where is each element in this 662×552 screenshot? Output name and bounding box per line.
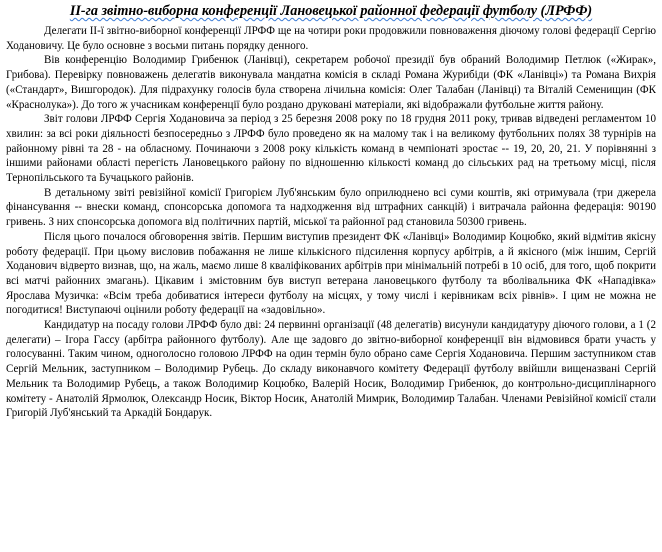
- paragraph-3: Звіт голови ЛРФФ Сергія Ходановича за період з 25 березня 2008 року по 18 грудня 2011 року, тривав відведені регламентом 10 хвилин: за всі роки діяльності безпосередньо з ЛРФФ було проведено як на малому так і на великому футбольних полях 38 турнірів на районному рівні та 28 - на обласному. Починаючи з 2008 року кількість команд в чемпіонаті зростає -- 19, 20, 20, 21. У порівнянні з іншими районами області перегість Лановецького району по відношенню кількості команд до сільських рад на третьому місці, після Тернопільського та Бучацького районів.: [6, 113, 656, 185]
- paragraph-2: Вів конференцію Володимир Грибенюк (Ланівці), секретарем робочої президії був обраний Володимир Петлюк («Жирак», Грибова). Перевірку повноважень делегатів виконувала мандатна комісія в складі Романа Журибіди (ФК «Ланівці») та Романа Вихрія («Стандарт», Вишгородок). Для підрахунку голосів була створена лічильна комісія: Олег Талабан (Ланівці) та Віталій Семенищин (ФК «Краснолука»). До того ж учасникам конференції було роздано друковані матеріали, які відображали футбольне життя району.: [6, 54, 656, 111]
- paragraph-4: В детальному звіті ревізійної комісії Григорієм Луб'янським було оприлюднено всі суми коштів, які отримувала (три джерела фінансування -- внески команд, спонсорська допомога та надходження від штрафних санкцій) і витрачала районна федерація: 90190 гривень. З них спонсорська допомога від політичних партій, міської та районної рад становила 50300 гривень.: [6, 186, 656, 229]
- document-title: [6, 3, 656, 20]
- paragraph-5: Після цього почалося обговорення звітів. Першим виступив президент ФК «Ланівці» Володимир Коцюбко, який відмітив якісну роботу федерації. При цьому висловив побажання не лише кількісного підсилення корпусу арбітрів, а й якісного (між іншим, Сергій Ходанович відверто визнав, що, на жаль, маємо лише 8 кваліфікованих арбітрів при мінімальній потребі в 10 осіб, для того, щоб покрити всі матчі районних змагань). Цікавим і змістовним був виступ ветерана лановецького футболу та вболівальника ФК «Нападівка» Ярослава Музичка: «Всім треба добиватися інтереси футболу на місцях, у тому числі і керівникам всіх рівнів». І цим не можна не погодитися! Виступаючі оцінили роботу федерації на «задовільно».: [6, 230, 656, 317]
- title-text: ІІ-га звітно-виборна конференції Лановецької районної федерації футболу (ЛРФФ): [69, 3, 593, 19]
- paragraph-6: Кандидатур на посаду голови ЛРФФ було дві: 24 первинні організації (48 делегатів) висунули кандидатуру діючого голови, а 1 (2 делегати) – Ігора Гассу (арбітра районного футболу). Але ще задовго до звітно-виборної конференції він відмовився брати участь у голосуванні. Таким чином, одноголосно головою ЛРФФ на один термін було обрано саме Сергія Ходановича. Першим заступником став Сергій Мельник, заступником – Володимир Рубець. До складу виконавчого комітету Федерації футболу ввійшли вищеназвані Сергій Мельник та Володимир Рубець, а також Володимир Коцюбко, Валерій Носик, Володимир Грибенюк, до контрольно-дисциплінарного комітету - Анатолій Ярмолюк, Олександр Носик, Віктор Носик, Анатолій Мимрик, Володимир Талабан. Членами Ревізійної комісії стали Григорій Луб'янський та Аркадій Бондарук.: [6, 319, 656, 420]
- paragraph-1: Делегати ІІ-ї звітно-виборної конференції ЛРФФ ще на чотири роки продовжили повноваження діючому голові федерації Сергію Ходановичу. Це було основне з восьми питань порядку денного.: [6, 25, 656, 52]
